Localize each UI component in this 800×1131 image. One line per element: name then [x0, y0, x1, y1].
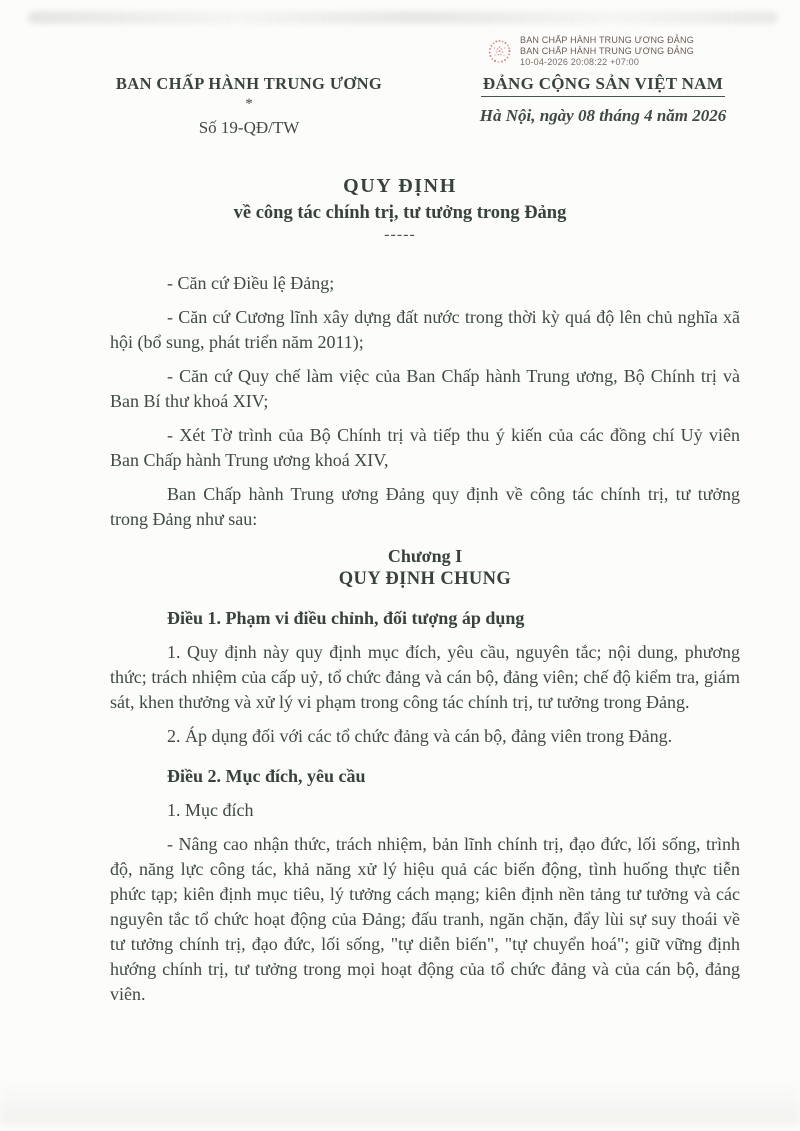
document-subtitle: về công tác chính trị, tư tưởng trong Đảng [233, 203, 567, 223]
article-1-paragraph: 1. Quy định này quy định mục đích, yêu cầu, nguyên tắc; nội dung, phương thức; trách nhiệm của cấp uỷ, tổ chức đảng và cán bộ, đảng viên; chế độ kiểm tra, giám sát, khen thưởng và xử lý vi phạm trong công tác chính trị, tư tưởng trong Đảng. [110, 642, 740, 712]
preamble-paragraph: - Căn cứ Điều lệ Đảng; [167, 273, 335, 293]
title-divider: ----- [384, 226, 416, 243]
place-and-date: Hà Nội, ngày 08 tháng 4 năm 2026 [479, 106, 727, 125]
chapter-title: QUY ĐỊNH CHUNG [338, 569, 512, 589]
preamble-paragraph: - Xét Tờ trình của Bộ Chính trị và tiếp thu ý kiến của các đồng chí Uỷ viên Ban Chấp hành Trung ương khoá XIV, [110, 425, 740, 470]
chapter-heading [110, 545, 740, 591]
document-title: QUY ĐỊNH [343, 175, 457, 197]
org-separator-star: * [245, 96, 253, 112]
national-header: ĐẢNG CỘNG SẢN VIỆT NAM [481, 74, 725, 97]
party-seal-icon [486, 36, 513, 66]
article-2-heading: Điều 2. Mục đích, yêu cầu [167, 766, 366, 786]
digital-signature-stamp [486, 35, 694, 68]
stamp-org-line-1: BAN CHẤP HÀNH TRUNG ƯƠNG ĐẢNG [520, 35, 694, 45]
scan-artifact-top [28, 11, 778, 24]
preamble-paragraph: - Căn cứ Cương lĩnh xây dựng đất nước trong thời kỳ quá độ lên chủ nghĩa xã hội (bổ sung, phát triển năm 2011); [110, 307, 740, 352]
document-title-block [0, 175, 800, 244]
document-number: Số 19-QĐ/TW [198, 118, 300, 137]
chapter-label: Chương I [387, 546, 463, 566]
preamble-paragraph: - Căn cứ Quy chế làm việc của Ban Chấp hành Trung ương, Bộ Chính trị và Ban Bí thư khoá XIV; [110, 366, 740, 411]
stamp-timestamp: 10-04-2026 20:08:22 +07:00 [520, 57, 640, 67]
article-1-paragraph: 2. Áp dụng đối với các tổ chức đảng và cán bộ, đảng viên trong Đảng. [167, 726, 673, 746]
article-1-heading: Điều 1. Phạm vi điều chỉnh, đối tượng áp dụng [167, 608, 525, 628]
preamble-paragraph: Ban Chấp hành Trung ương Đảng quy định về công tác chính trị, tư tưởng trong Đảng như sau: [110, 484, 740, 529]
document-body [110, 271, 740, 1007]
issuing-org-name: BAN CHẤP HÀNH TRUNG ƯƠNG [115, 74, 383, 93]
article-2-paragraph: - Nâng cao nhận thức, trách nhiệm, bản lĩnh chính trị, đạo đức, lối sống, trình độ, năng lực công tác, khả năng xử lý hiệu quả các biến động, tình huống thực tiễn phức tạp; kiên định mục tiêu, lý tưởng cách mạng; kiên định nền tảng tư tưởng và các nguyên tắc tổ chức hoạt động của Đảng; đấu tranh, ngăn chặn, đẩy lùi sự suy thoái về tư tưởng chính trị, đạo đức, lối sống, "tự diễn biến", "tự chuyển hoá"; giữ vững định hướng chính trị, tư tưởng trong mọi hoạt động của tổ chức đảng và của cán bộ, đảng viên. [110, 834, 740, 1004]
letterhead-issuing-org [80, 74, 418, 138]
stamp-org-line-2: BAN CHẤP HÀNH TRUNG ƯƠNG ĐẢNG [520, 46, 694, 56]
letterhead-national-motto [452, 74, 754, 138]
article-2-paragraph: 1. Mục đích [167, 800, 254, 820]
scan-artifact-bottom [0, 1079, 800, 1125]
